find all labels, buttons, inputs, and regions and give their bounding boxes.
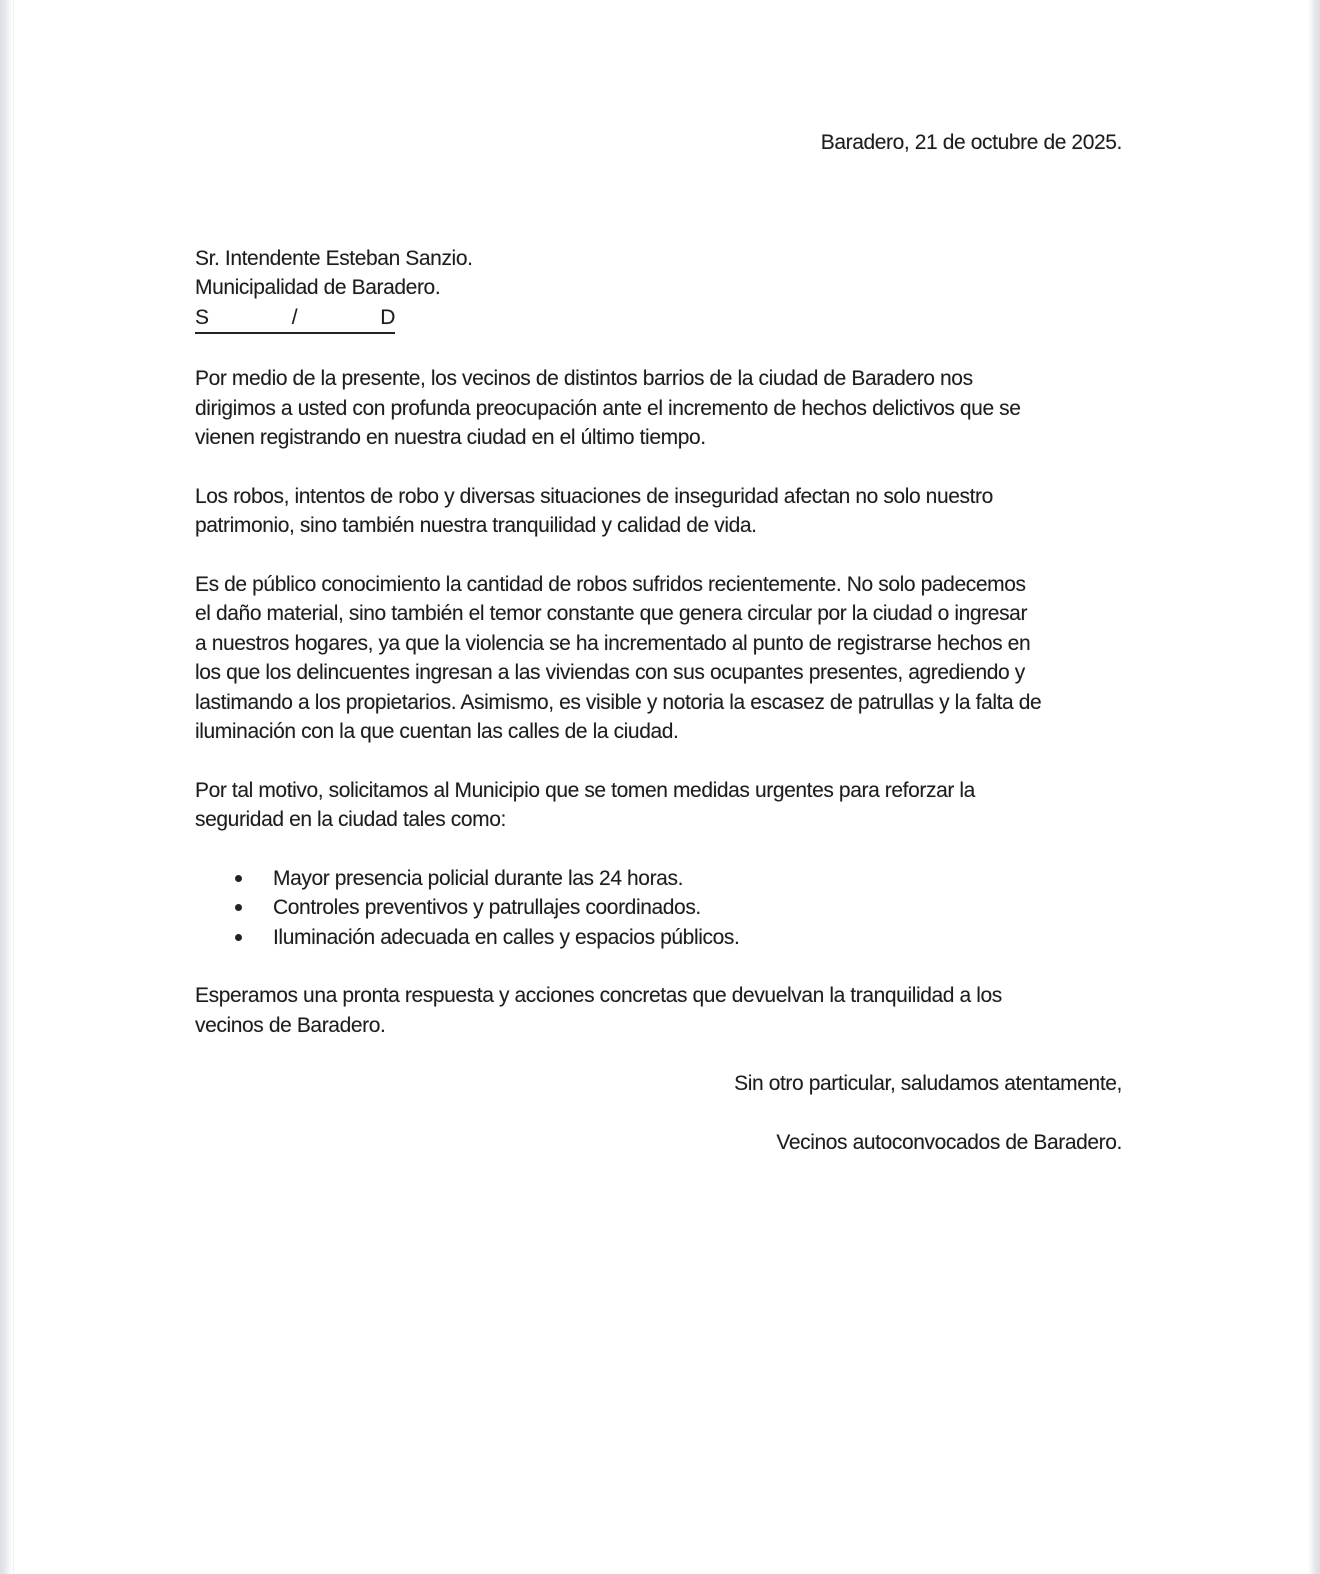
signature-line: Vecinos autoconvocados de Baradero. bbox=[776, 1130, 1122, 1154]
text-line: patrimonio, sino también nuestra tranquilidad y calidad de vida. bbox=[195, 514, 757, 537]
text-line: Por tal motivo, solicitamos al Municipio que se tomen medidas urgentes para reforzar la bbox=[195, 778, 975, 802]
page-right-shadow bbox=[1308, 0, 1320, 1574]
requests-list bbox=[195, 864, 1122, 953]
sd-letter-s: S bbox=[195, 305, 209, 329]
date-line: Baradero, 21 de octubre de 2025. bbox=[820, 131, 1122, 154]
page-left-shadow bbox=[0, 0, 14, 1574]
text-line: iluminación con la que cuentan las calles de la ciudad. bbox=[195, 720, 679, 743]
text-line: Esperamos una pronta respuesta y acciones concretas que devuelvan la tranquilidad a los bbox=[195, 984, 1002, 1007]
text-line: los que los delincuentes ingresan a las viviendas con sus ocupantes presentes, agrediendo y bbox=[195, 661, 1025, 684]
recipient-name: Sr. Intendente Esteban Sanzio. bbox=[195, 246, 473, 270]
paragraph-robberies bbox=[195, 482, 1122, 541]
closing-line: Sin otro particular, saludamos atentamente, bbox=[734, 1072, 1122, 1095]
text-line: a nuestros hogares, ya que la violencia se ha incrementado al punto de registrarse hechos en bbox=[195, 631, 1031, 655]
text-line: vecinos de Baradero. bbox=[195, 1013, 386, 1037]
paragraph-intro bbox=[195, 364, 1122, 453]
list-item-lighting bbox=[195, 923, 1122, 953]
sd-letter-d: D bbox=[380, 305, 395, 329]
paragraph-expectation bbox=[195, 981, 1122, 1040]
list-item-text: Iluminación adecuada en calles y espacios públicos. bbox=[273, 925, 740, 949]
bullet-icon bbox=[235, 875, 242, 882]
recipient-block bbox=[195, 244, 1122, 335]
list-item-text: Controles preventivos y patrullajes coordinados. bbox=[273, 896, 701, 919]
su-despacho-line bbox=[195, 303, 395, 335]
paragraph-public-knowledge bbox=[195, 570, 1122, 747]
text-line: Por medio de la presente, los vecinos de distintos barrios de la ciudad de Baradero nos bbox=[195, 367, 973, 390]
bullet-icon bbox=[235, 904, 242, 911]
sd-slash: / bbox=[291, 305, 298, 329]
text-line: dirigimos a usted con profunda preocupación ante el incremento de hechos delictivos que se bbox=[195, 396, 1021, 420]
list-item-text: Mayor presencia policial durante las 24 horas. bbox=[273, 866, 683, 890]
text-line: el daño material, sino también el temor constante que genera circular por la ciudad o ingresar bbox=[195, 602, 1028, 625]
text-line: Es de público conocimiento la cantidad de robos sufridos recientemente. No solo padecemos bbox=[195, 572, 1026, 596]
paragraph-request bbox=[195, 776, 1122, 835]
bullet-icon bbox=[235, 934, 242, 941]
text-line: Los robos, intentos de robo y diversas situaciones de inseguridad afectan no solo nuestro bbox=[195, 484, 993, 508]
text-line: seguridad en la ciudad tales como: bbox=[195, 808, 506, 831]
list-item-police-presence bbox=[195, 864, 1122, 894]
text-line: vienen registrando en nuestra ciudad en el último tiempo. bbox=[195, 426, 706, 449]
list-item-preventive-controls bbox=[195, 893, 1122, 923]
recipient-org: Municipalidad de Baradero. bbox=[195, 276, 441, 299]
text-line: lastimando a los propietarios. Asimismo, es visible y notoria la escasez de patrullas y la falta de bbox=[195, 690, 1042, 714]
